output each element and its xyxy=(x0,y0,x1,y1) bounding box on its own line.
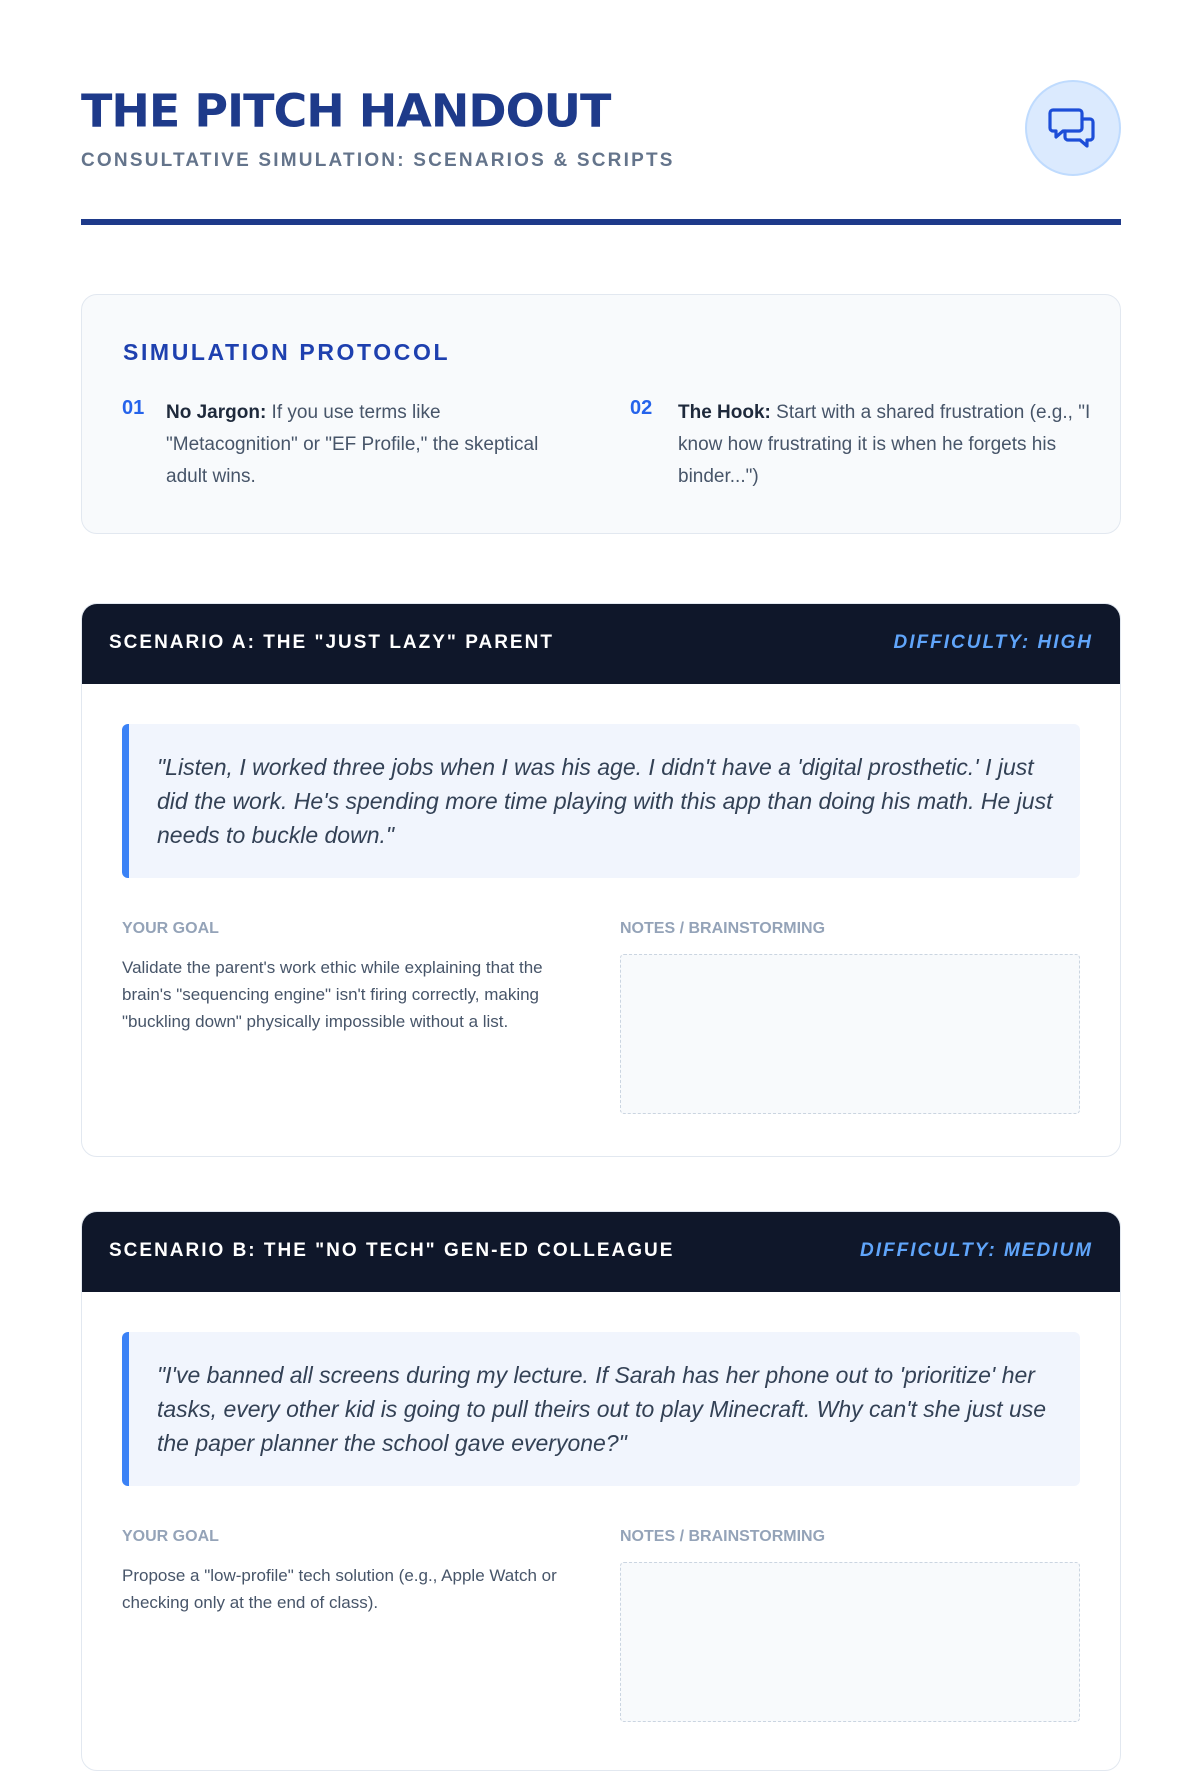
rule-text xyxy=(678,397,1098,493)
notes-field[interactable] xyxy=(620,1562,1080,1722)
page-subtitle: CONSULTATIVE SIMULATION: SCENARIOS & SCRIPTS xyxy=(81,150,675,171)
page-title: THE PITCH HANDOUT xyxy=(81,84,611,138)
rule-label: No Jargon: xyxy=(166,402,267,423)
goal-label: YOUR GOAL xyxy=(122,920,219,937)
scenario-quote: "Listen, I worked three jobs when I was his age. I didn't have a 'digital prosthetic.' I just did the work. He's spending more time playing with this app than doing his math. He just needs to buckle down." xyxy=(122,724,1080,878)
handout-page xyxy=(81,0,1121,1612)
chat-bubbles-icon xyxy=(1025,80,1121,176)
header-divider xyxy=(81,219,1121,225)
rule-label: The Hook: xyxy=(678,402,771,423)
rule-text xyxy=(166,397,546,493)
scenario-header xyxy=(82,1212,1120,1292)
goal-text: Validate the parent's work ethic while explaining that the brain's "sequencing engine" isn't firing correctly, making "buckling down" physically impossible without a list. xyxy=(122,958,543,1031)
goal-text: Propose a "low-profile" tech solution (e.g., Apple Watch or checking only at the end of class). xyxy=(122,1566,557,1612)
scenario-quote: "I've banned all screens during my lecture. If Sarah has her phone out to 'prioritize' her tasks, every other kid is going to pull theirs out to play Minecraft. Why can't she just use the paper planner the school gave everyone?" xyxy=(122,1332,1080,1486)
rule-number: 01 xyxy=(122,397,145,419)
scenario-title: SCENARIO A: THE "JUST LAZY" PARENT xyxy=(109,632,554,653)
scenario-card xyxy=(81,603,1121,1157)
scenario-header xyxy=(82,604,1120,684)
difficulty-badge: DIFFICULTY: HIGH xyxy=(893,632,1093,653)
rule-number: 02 xyxy=(630,397,653,419)
goal-label: YOUR GOAL xyxy=(122,1528,219,1545)
simulation-protocol-box xyxy=(81,294,1121,534)
protocol-title: SIMULATION PROTOCOL xyxy=(123,339,451,365)
notes-label: NOTES / BRAINSTORMING xyxy=(620,1528,826,1545)
rule-body: If you use terms like "Metacognition" or "EF Profile," the skeptical adult wins. xyxy=(166,402,539,487)
scenario-card xyxy=(81,1211,1121,1771)
scenario-title: SCENARIO B: THE "NO TECH" GEN-ED COLLEAGUE xyxy=(109,1240,675,1261)
notes-field[interactable] xyxy=(620,954,1080,1114)
rule-body: Start with a shared frustration (e.g., "I know how frustrating it is when he forgets his binder...") xyxy=(678,402,1091,487)
notes-label: NOTES / BRAINSTORMING xyxy=(620,920,826,937)
page-header xyxy=(81,0,1121,228)
difficulty-badge: DIFFICULTY: MEDIUM xyxy=(859,1240,1093,1261)
